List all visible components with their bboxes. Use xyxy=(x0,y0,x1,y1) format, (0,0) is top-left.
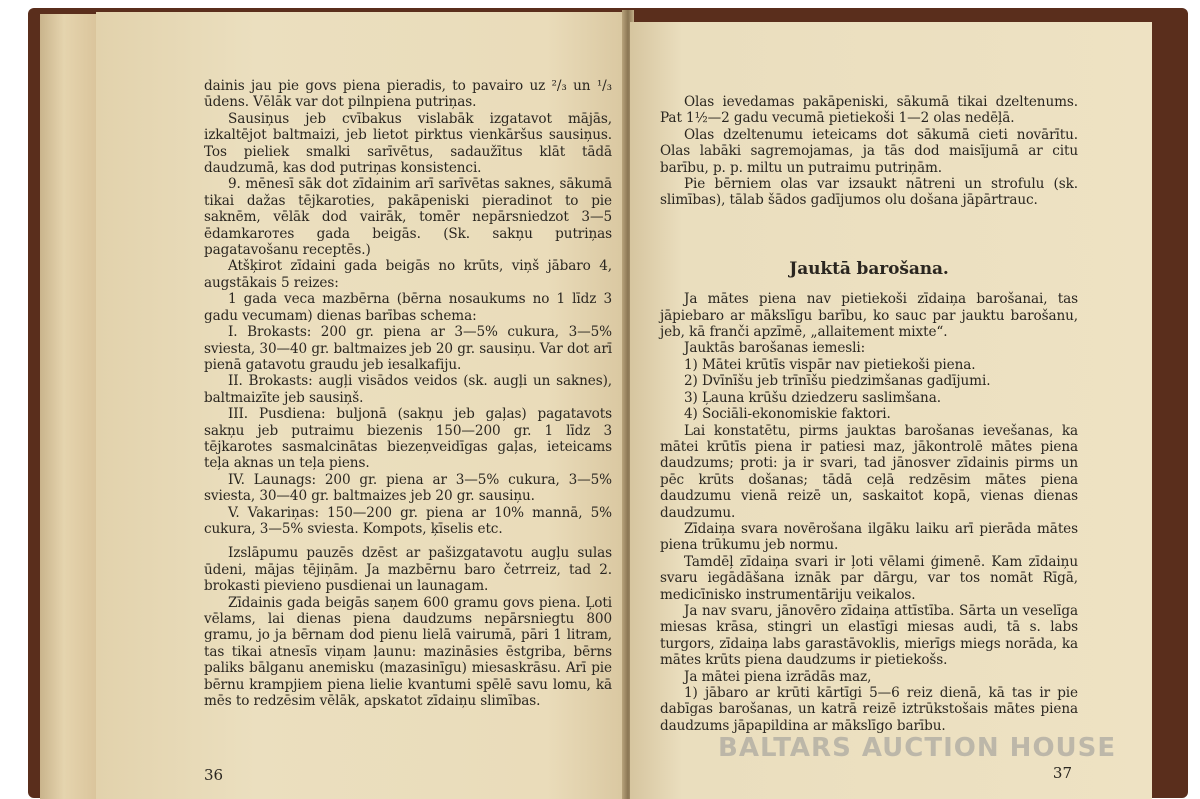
left-page-text xyxy=(204,78,612,709)
paragraph: Pie bērniem olas var izsaukt nātreni un strofulu (sk. slimības), tālab šādos gadījumos olu došana jāpārtrauc. xyxy=(660,176,1078,209)
list-item: 2) Dvīnīšu jeb trīnīšu piedzimšanas gadījumi. xyxy=(684,373,991,390)
left-page xyxy=(96,12,626,799)
paragraph: Zīdainis gada beigās saņem 600 gramu govs piena. Ļoti vēlams, lai dienas piena daudzums nepārsniegtu 800 gramu, jo ja bērnam dod pienu lielā vairumā, pāri 1 litram, tas tikai atnesīs viņam ļaunu: mazināsies ēstgriba, bērns paliks bālganu anemisku (mazasinīgu) miesaskrāsu. Arī pie bērnu krampjiem piena lielie kvantumi spēlē savu lomu, kā mēs to redzēsim vēlāk, apskatot zīdaiņu slimības. xyxy=(204,594,612,710)
paragraph: Atšķirot zīdaini gada beigās no krūts, viņš jābaro 4, augstākais 5 reizes: xyxy=(204,258,612,291)
paragraph: 1) jābaro ar krūti kārtīgi 5—6 reiz dienā, kā tas ir pie dabīgas barošanas, un katrā reizē iztrūkstošais mātes piena daudzums jāpapildina ar mākslīgo barību. xyxy=(660,685,1078,734)
paragraph: 1 gada veca mazbērna (bērna nosaukums no 1 līdz 3 gadu vecumam) dienas barības schema: xyxy=(204,291,612,324)
paragraph: dainis jau pie govs piena pieradis, to pavairo uz ²/₃ un ¹/₃ ūdens. Vēlāk var dot pilnpiena putriņas. xyxy=(204,78,612,111)
paragraph: Jauktās barošanas iemesli: xyxy=(684,340,866,357)
section-heading: Jauktā barošana. xyxy=(789,258,949,279)
paragraph: Tamdēļ zīdaiņa svari ir ļoti vēlami ģimenē. Kam zīdaiņu svaru iegādāšana iznāk par dārgu, var tos nomāt Rīgā, medicīniskо instrumentāriju veikalos. xyxy=(660,553,1078,603)
paragraph: Ja mātes piena nav pietiekoši zīdaiņa barošanai, tas jāpiebaro ar mākslīgu barību, ko sauc par jauktu barošanu, jeb, kā franči apzīmē, „allaitement mixte“. xyxy=(660,291,1078,341)
paragraph: Olas dzeltenumu ieteicams dot sākumā cieti novārītu. Olas labāki sagremojamas, ja tās dod maisījumā ar citu barību, p. p. miltu un putraimu putriņām. xyxy=(660,126,1078,176)
paragraph: V. Vakariņas: 150—200 gr. piena ar 10% mannā, 5% cukura, 3—5% sviesta. Kompots, ķīselis etc. xyxy=(204,504,612,537)
paragraph: II. Brokasts: augļi visādos veidos (sk. augļi un saknes), baltmaizīte jeb sausiņš. xyxy=(204,373,612,406)
paragraph: Lai konstatētu, pirms jauktas barošanas ievešanas, ka mātei krūtīs piena ir patiesi maz, jākontrolē mātes piena daudzums; proti: ja ir svari, tad jānosver zīdainis pirms un pēc krūts došanas; tādā ceļā redzēsim mātes piena daudzumu vienā reizē un, saskaitot kopā, vienas dienas daudzumu. xyxy=(660,422,1078,521)
right-page-text xyxy=(660,94,1078,734)
paragraph: Sausiņus jeb cvībakus vislabāk izgatavot mājās, izkaltējot baltmaizi, jeb lietot pirktus vienkāršus sausiņus. Tos pieliek smalki sarīvētus, sadaužītus klāt tādā daudzumā, kas dod putriņas konsistenci. xyxy=(204,110,612,177)
paragraph: Zīdaiņa svara novērošana ilgāku laiku arī pierāda mātes piena trūkumu jeb normu. xyxy=(660,520,1078,554)
paragraph: Ja mātei piena izrādās maz, xyxy=(684,668,872,685)
auction-watermark: BALTARS AUCTION HOUSE xyxy=(718,733,1117,763)
list-item: 3) Ļauna krūšu dziedzeru saslimšana. xyxy=(684,389,941,406)
paragraph: IV. Launags: 200 gr. piena ar 3—5% cukura, 3—5% sviesta, 30—40 gr. baltmaizes jeb 20 gr. sausiņu. xyxy=(204,471,612,505)
paragraph: Olas ievedamas pakāpeniski, sākumā tikai dzeltenums. Pat 1½—2 gadu vecumā pietiekoši 1—2 olas nedēļā. xyxy=(660,94,1078,127)
page-number-left: 36 xyxy=(204,766,224,784)
paragraph: Izslāpumu pauzēs dzēst ar pašizgatavotu augļu sulas ūdeni, mājas tējiņām. Ja mazbērnu baro četrreiz, tad 2. brokasti pievieno pusdienai un launagam. xyxy=(204,545,612,595)
paragraph: Ja nav svaru, jānovēro zīdaiņa attīstība. Sārta un veselīga miesas krāsa, stingri un elastīgi miesas audi, tā s. labs turgors, zīdaiņa labs garastāvoklis, mierīgs miegs norāda, ka mātes krūts piena daudzums ir pietiekošs. xyxy=(660,602,1078,669)
paragraph: I. Brokasts: 200 gr. piena ar 3—5% cukura, 3—5% sviesta, 30—40 gr. baltmaizes jeb 20 gr. sausiņu. Var dot arī pienā gatavotu graudu jeb iesalkafiju. xyxy=(204,324,612,373)
list-item: 1) Mātei krūtīs vispār nav pietiekoši piena. xyxy=(684,356,976,373)
paragraph: III. Pusdiena: buljonā (sakņu jeb gaļas) pagatavots sakņu jeb putraimu biezenis 150—200 gr. 1 līdz 3 tējkarotes sasmalcinātas biezeņveidīgas gaļas, ieteicams teļa aknas un teļa piens. xyxy=(204,406,612,472)
right-page xyxy=(630,22,1152,799)
page-edges xyxy=(40,14,100,799)
paragraph: 9. mēnesī sāk dot zīdainim arī sarīvētas saknes, sākumā tikai dažas tējkaroties, pakāpeniski pieradinot to pie saknēm, vēlāk dod vairāk, tomēr nepārsniedzot 3—5 ēdamkaroтes gada beigās. (Sk. sakņu putriņas pagatavošanu receptēs.) xyxy=(204,176,612,259)
page-number-right: 37 xyxy=(1052,764,1072,782)
list-item: 4) Sociāli-ekonomiskie faktori. xyxy=(684,406,891,423)
